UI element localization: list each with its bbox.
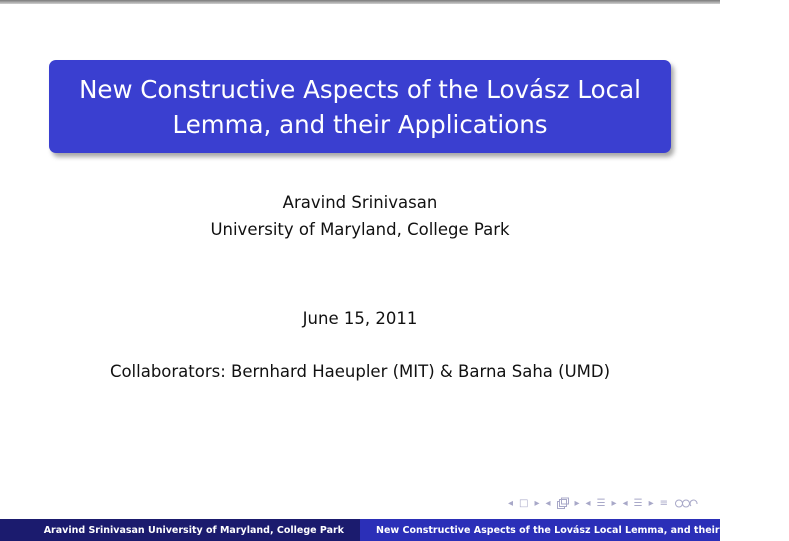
author-affiliation: University of Maryland, College Park [210, 220, 510, 239]
nav-prev-subsection-icon[interactable]: ◂ [585, 497, 591, 509]
footer-author: Aravind Srinivasan University of Maryland, College Park [0, 519, 360, 541]
footer-title: New Constructive Aspects of the Lovász Local Lemma, and their Applications [360, 519, 720, 541]
nav-search-icon[interactable] [674, 498, 698, 509]
nav-frame-icon[interactable] [557, 498, 569, 509]
slide-title-line-1: New Constructive Aspects of the Lovász Local [79, 74, 641, 104]
nav-prev-slide-icon[interactable]: ◂ [507, 497, 513, 509]
top-rule [0, 0, 720, 4]
author-name: Aravind Srinivasan [282, 193, 438, 212]
slide-title-line-2: Lemma, and their Applications [172, 109, 548, 139]
nav-next-slide-icon[interactable]: ▸ [534, 497, 540, 509]
nav-align-icon[interactable]: ≡ [659, 497, 668, 509]
nav-section-icon[interactable]: ☰ [633, 497, 643, 509]
nav-next-section-icon[interactable]: ▸ [648, 497, 654, 509]
nav-slide-icon[interactable]: □ [519, 497, 529, 509]
collaborators: Collaborators: Bernhard Haeupler (MIT) & Barna Saha (UMD) [109, 362, 611, 381]
nav-next-frame-icon[interactable]: ▸ [574, 497, 580, 509]
nav-prev-section-icon[interactable]: ◂ [622, 497, 628, 509]
nav-next-subsection-icon[interactable]: ▸ [611, 497, 617, 509]
nav-subsection-icon[interactable]: ☰ [596, 497, 606, 509]
presentation-date: June 15, 2011 [302, 309, 418, 328]
beamer-navigation [508, 496, 698, 510]
title-block [49, 60, 671, 153]
nav-prev-frame-icon[interactable]: ◂ [545, 497, 551, 509]
slide-footer [0, 519, 789, 541]
